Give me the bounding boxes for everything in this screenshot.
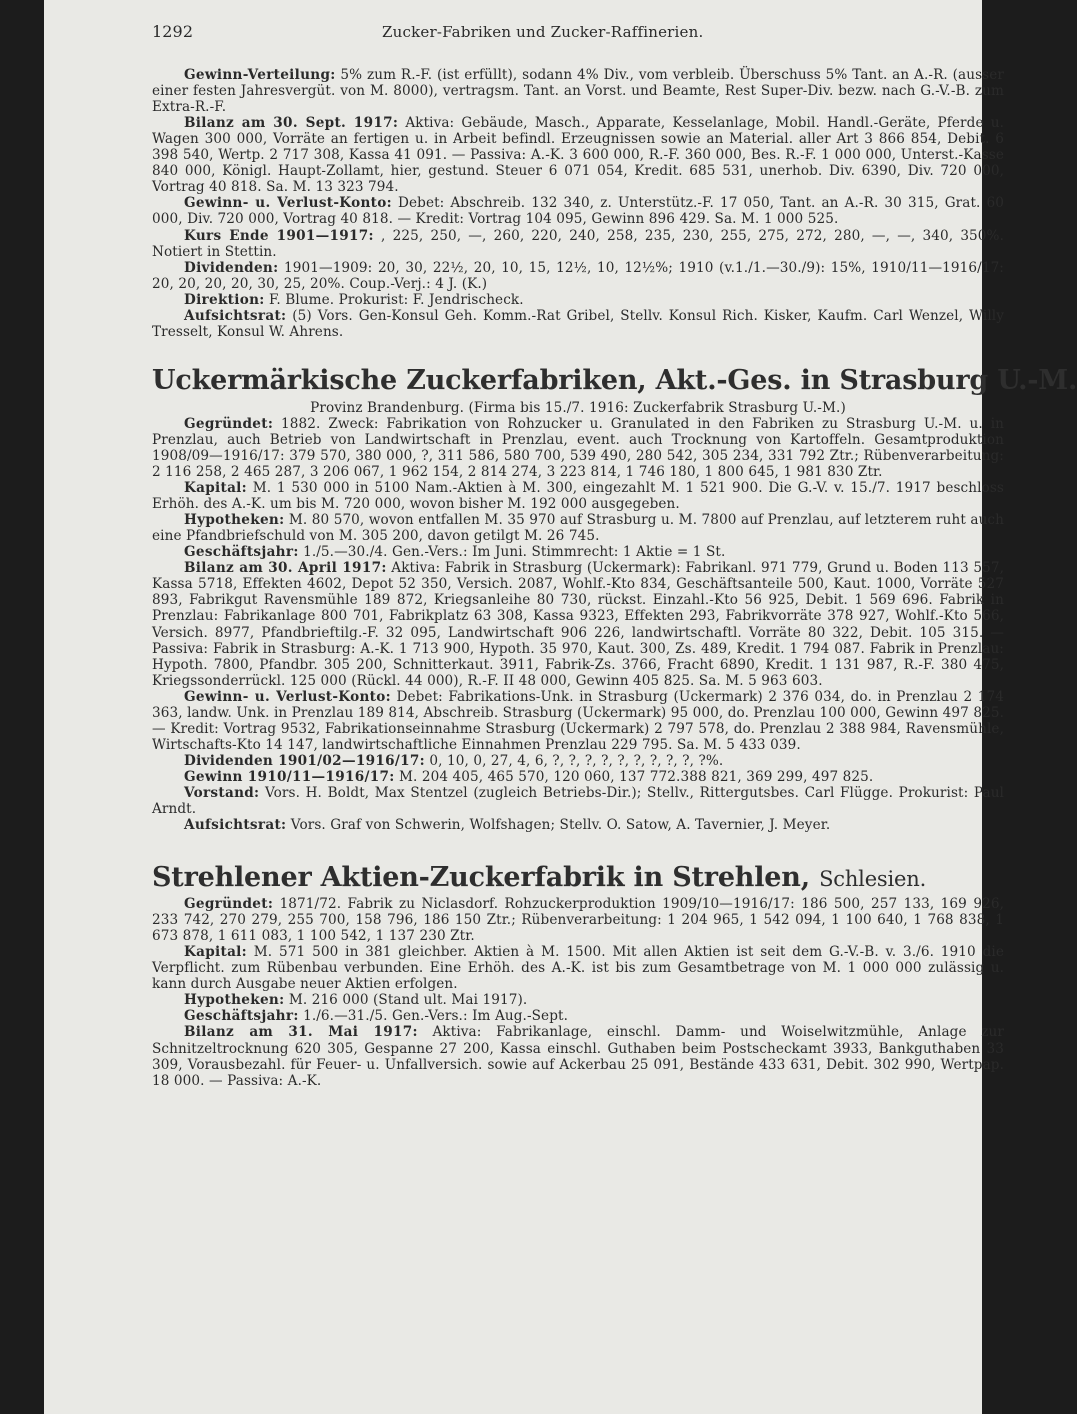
section-uckermark xyxy=(152,416,1004,833)
entry-paragraph xyxy=(152,115,1004,195)
entry-label: Gewinn-Verteilung: xyxy=(184,67,336,84)
company-title-strehlen xyxy=(152,861,1004,896)
company-title-region: Schlesien. xyxy=(819,867,927,892)
entry-text: Vors. Graf von Schwerin, Wolfshagen; Stellv. O. Satow, A. Tavernier, J. Meyer. xyxy=(290,817,831,834)
entry-label: Geschäftsjahr: xyxy=(184,544,299,561)
entry-text: M. 1 530 000 in 5100 Nam.-Aktien à M. 300, eingezahlt M. 1 521 900. Die G.-V. v. 15./7. 1917 beschloss Erhöh. des A.-K. um bis M. 720 000, wovon bisher M. 192 000 ausgegeben. xyxy=(152,480,1004,513)
entry-paragraph xyxy=(152,480,1004,512)
entry-text: Debet: Fabrikations-Unk. in Strasburg (Uckermark) 2 376 034, do. in Prenzlau 2 174 363, landw. Unk. in Prenzlau 189 814, Abschreib. Strasburg (Uckermark) 95 000, do. Prenzlau 100 000, Gewinn 497 825. — Kredit: Vortrag 9532, Fabrikationseinnahme Strasburg (Uckermark) 2 797 578, do. Prenzlau 2 388 984, Ravensmühle, Wirtschafts-Kto 14 147, landwirtschaftliche Einnahmen Prenzlau 229 795. Sa. M. 5 433 039. xyxy=(152,688,1004,753)
entry-text: F. Blume. Prokurist: F. Jendrischeck. xyxy=(269,291,524,308)
company-title-uckermark: Uckermärkische Zuckerfabriken, Akt.-Ges. in Strasburg U.-M. xyxy=(152,364,1077,396)
entry-label: Bilanz am 31. Mai 1917: xyxy=(184,1024,418,1041)
entry-text: M. 571 500 in 381 gleichber. Aktien à M. 1500. Mit allen Aktien ist seit dem G.-V.-B. v. 3./6. 1910 die Verpflicht. zum Rübenbau verbunden. Eine Erhöh. des A.-K. ist bis zum Gesamtbetrage von M. 1 000 000 zulässig u. kann durch Ausgabe neuer Aktien erfolgen. xyxy=(152,944,1005,993)
entry-label: Gegründet: xyxy=(184,415,274,432)
entry-label: Vorstand: xyxy=(184,784,260,801)
entry-label: Gewinn- u. Verlust-Konto: xyxy=(184,688,391,705)
entry-paragraph xyxy=(152,944,1004,992)
entry-text: M. 80 570, wovon entfallen M. 35 970 auf Strasburg u. M. 7800 auf Prenzlau, auf letzterem ruht auch eine Pfandbriefschuld von M. 305 200, davon getilgt M. 26 745. xyxy=(152,512,1005,545)
entry-paragraph xyxy=(152,1008,1004,1024)
entry-text: Vors. H. Boldt, Max Stentzel (zugleich Betriebs-Dir.); Stellv., Rittergutsbes. Carl Flügge. Prokurist: Paul Arndt. xyxy=(152,784,1004,818)
entry-label: Aufsichtsrat: xyxy=(184,307,287,324)
company-title-main: Strehlener Aktien-Zuckerfabrik in Strehlen, xyxy=(152,862,810,894)
entry-text: 1882. Zweck: Fabrikation von Rohzucker u. Granulated in den Fabriken zu Strasburg U.-M. u. in Prenzlau, auch Betrieb von Landwirtschaft in Prenzlau, event. auch Trocknung von Kartoffeln. Gesamtproduktion 1908/09—1916/17: 379 570, 380 000, ?, 311 586, 580 700, 539 490, 280 542, 305 234, 331 792 Ztr.; Rübenverarbeitung: 2 116 258, 2 465 287, 3 206 067, 1 962 154, 2 814 274, 3 223 814, 1 746 180, 1 800 645, 1 981 830 Ztr. xyxy=(152,415,1005,481)
entry-text: , 225, 250, —, 260, 220, 240, 258, 235, 230, 255, 275, 272, 280, —, —, 340, 350%. Notiert in Stettin. xyxy=(152,227,1004,260)
entry-label: Gewinn- u. Verlust-Konto: xyxy=(184,195,392,212)
entry-label: Gewinn 1910/11—1916/17: xyxy=(184,768,395,785)
entry-label: Dividenden 1901/02—1916/17: xyxy=(184,752,425,769)
entry-text: Aktiva: Fabrikanlage, einschl. Damm- und Woiselwitzmühle, Anlage zur Schnitzeltrocknung 620 305, Gespanne 27 200, Kassa einschl. Guthaben beim Postscheckamt 3933, Bankguthaben 33 309, Vorausbezahl. für Feuer- u. Unfallversich. sowie auf Ackerbau 25 091, Bestände 433 631, Debit. 302 990, Wertpap. 18 000. — Passiva: A.-K. xyxy=(152,1024,1004,1089)
entry-text: M. 204 405, 465 570, 120 060, 137 772.388 821, 369 299, 497 825. xyxy=(399,768,874,785)
book-page xyxy=(44,0,1077,1414)
entry-text: Debet: Abschreib. 132 340, z. Unterstütz.-F. 17 050, Tant. an A.-R. 30 315, Grat. 60 000, Div. 720 000, Vortrag 40 818. — Kredit: Vortrag 104 095, Gewinn 896 429. Sa. M. 1 000 525. xyxy=(152,195,1004,228)
entry-label: Bilanz am 30. April 1917: xyxy=(184,560,387,577)
entry-label: Aufsichtsrat: xyxy=(184,817,287,834)
entry-text: Aktiva: Gebäude, Masch., Apparate, Kesselanlage, Mobil. Handl.-Geräte, Pferde u. Wagen 300 000, Vorräte an fertigen u. in Arbeit befindl. Erzeugnissen sowie an Material. aller Art 3 866 854, Debit. 6 398 540, Wertp. 2 717 308, Kassa 41 091. — Passiva: A.-K. 3 600 000, R.-F. 360 000, Bes. R.-F. 1 000 000, Unterst.-Kasse 840 000, Königl. Haupt-Zollamt, hier, gestund. Steuer 6 071 054, Kredit. 685 531, unerhob. Div. 6390, Div. 720 000, Vortrag 40 818. Sa. M. 13 323 794. xyxy=(152,115,1004,196)
entry-text: Aktiva: Fabrik in Strasburg (Uckermark): Fabrikanl. 971 779, Grund u. Boden 113 557, Kassa 5718, Effekten 4602, Depot 52 350, Versich. 2087, Wohlf.-Kto 834, Geschäftsanteile 500, Kaut. 1000, Vorräte 527 893, Fabrikgut Ravensmühle 189 872, Kriegsanleihe 80 730, rückst. Einzahl.-Kto 56 925, Debit. 1 569 696. Fabrik in Prenzlau: Fabrikanlage 800 701, Fabrikplatz 63 308, Kassa 9323, Effekten 293, Fabrikvorräte 378 927, Wohlf.-Kto 566, Versich. 8977, Pfandbrieftilg.-F. 32 095, Landwirtschaft 906 226, landwirtschaftl. Vorräte 80 322, Debit. 105 315. — Passiva: Fabrik in Strasburg: A.-K. 1 713 900, Hypoth. 35 970, Kaut. 300, Zs. 489, Kredit. 1 794 087. Fabrik in Prenzlau: Hypoth. 7800, Pfandbr. 305 200, Schnitterkaut. 3911, Fabrik-Zs. 3766, Fracht 6890, Kredit. 1 131 987, R.-F. 380 475, Kriegssonderrückl. 125 000 (Rückl. 44 000), R.-F. II 48 000, Gewinn 405 825. Sa. M. 5 963 603. xyxy=(152,560,1004,689)
entry-text: M. 216 000 (Stand ult. Mai 1917). xyxy=(288,992,528,1009)
entry-label: Kurs Ende 1901—1917: xyxy=(184,227,374,244)
entry-paragraph xyxy=(152,992,1004,1008)
entry-label: Gegründet: xyxy=(184,896,274,913)
entry-text: 5% zum R.-F. (ist erfüllt), sodann 4% Div., vom verbleib. Überschuss 5% Tant. an A.-R. (ausser einer festen Jahresvergüt. von M. 8000), vertragsm. Tant. an Vorst. und Beamte, Rest Super-Div. bezw. nach G.-V.-B. zum Extra-R.-F. xyxy=(152,67,1004,116)
entry-label: Dividenden: xyxy=(184,259,279,276)
province-line: Provinz Brandenburg. (Firma bis 15./7. 1916: Zuckerfabrik Strasburg U.-M.) xyxy=(310,399,846,416)
section-previous-company xyxy=(152,67,1004,340)
entry-paragraph xyxy=(152,67,1004,115)
entry-text: 1./6.—31./5. Gen.-Vers.: Im Aug.-Sept. xyxy=(303,1008,568,1025)
entry-paragraph xyxy=(152,560,1004,688)
entry-text: (5) Vors. Gen-Konsul Geh. Komm.-Rat Gribel, Stellv. Konsul Rich. Kisker, Kaufm. Carl Wenzel, Willy Tresselt, Konsul W. Ahrens. xyxy=(152,307,1004,340)
entry-paragraph xyxy=(152,260,1004,292)
entry-label: Direktion: xyxy=(184,291,265,308)
entry-paragraph xyxy=(152,416,1004,480)
entry-text: 1./5.—30./4. Gen.-Vers.: Im Juni. Stimmrecht: 1 Aktie = 1 St. xyxy=(303,544,726,561)
entry-label: Kapital: xyxy=(184,480,247,497)
entry-text: 1871/72. Fabrik zu Niclasdorf. Rohzuckerproduktion 1909/10—1916/17: 186 500, 257 133, 169 926, 233 742, 270 279, 255 700, 158 796, 186 150 Ztr.; Rübenverarbeitung: 1 204 965, 1 542 094, 1 100 640, 1 768 838, 1 673 878, 1 611 083, 1 100 542, 1 137 230 Ztr. xyxy=(152,896,1004,945)
running-title: Zucker-Fabriken und Zucker-Raffinerien. xyxy=(382,23,704,41)
entry-paragraph xyxy=(152,689,1004,753)
entry-paragraph xyxy=(152,817,1004,833)
page-header xyxy=(152,24,1004,40)
entry-paragraph xyxy=(152,544,1004,560)
entry-text: 0, 10, 0, 27, 4, 6, ?, ?, ?, ?, ?, ?, ?, ?, ?, ?%. xyxy=(429,752,724,769)
entry-label: Kapital: xyxy=(184,944,247,961)
entry-paragraph xyxy=(152,308,1004,340)
section-strehlen xyxy=(152,896,1004,1089)
entry-label: Hypotheken: xyxy=(184,512,285,529)
page-number: 1292 xyxy=(152,22,194,41)
entry-text: 1901—1909: 20, 30, 22½, 20, 10, 15, 12½, 10, 12½%; 1910 (v.1./1.—30./9): 15%, 1910/11—1916/17: 20, 20, 20, 20, 30, 25, 20%. Coup.-Verj.: 4 J. (K.) xyxy=(152,259,1004,292)
entry-paragraph xyxy=(152,292,1004,308)
entry-paragraph xyxy=(152,785,1004,817)
entry-paragraph xyxy=(152,1024,1004,1088)
entry-label: Geschäftsjahr: xyxy=(184,1008,299,1025)
entry-paragraph xyxy=(152,769,1004,785)
entry-paragraph xyxy=(152,512,1004,544)
entry-label: Hypotheken: xyxy=(184,992,285,1009)
entry-label: Bilanz am 30. Sept. 1917: xyxy=(184,115,399,132)
entry-paragraph xyxy=(152,195,1004,227)
page-content xyxy=(152,22,1077,1089)
entry-paragraph xyxy=(152,753,1004,769)
entry-paragraph xyxy=(152,896,1004,944)
entry-paragraph xyxy=(152,228,1004,260)
